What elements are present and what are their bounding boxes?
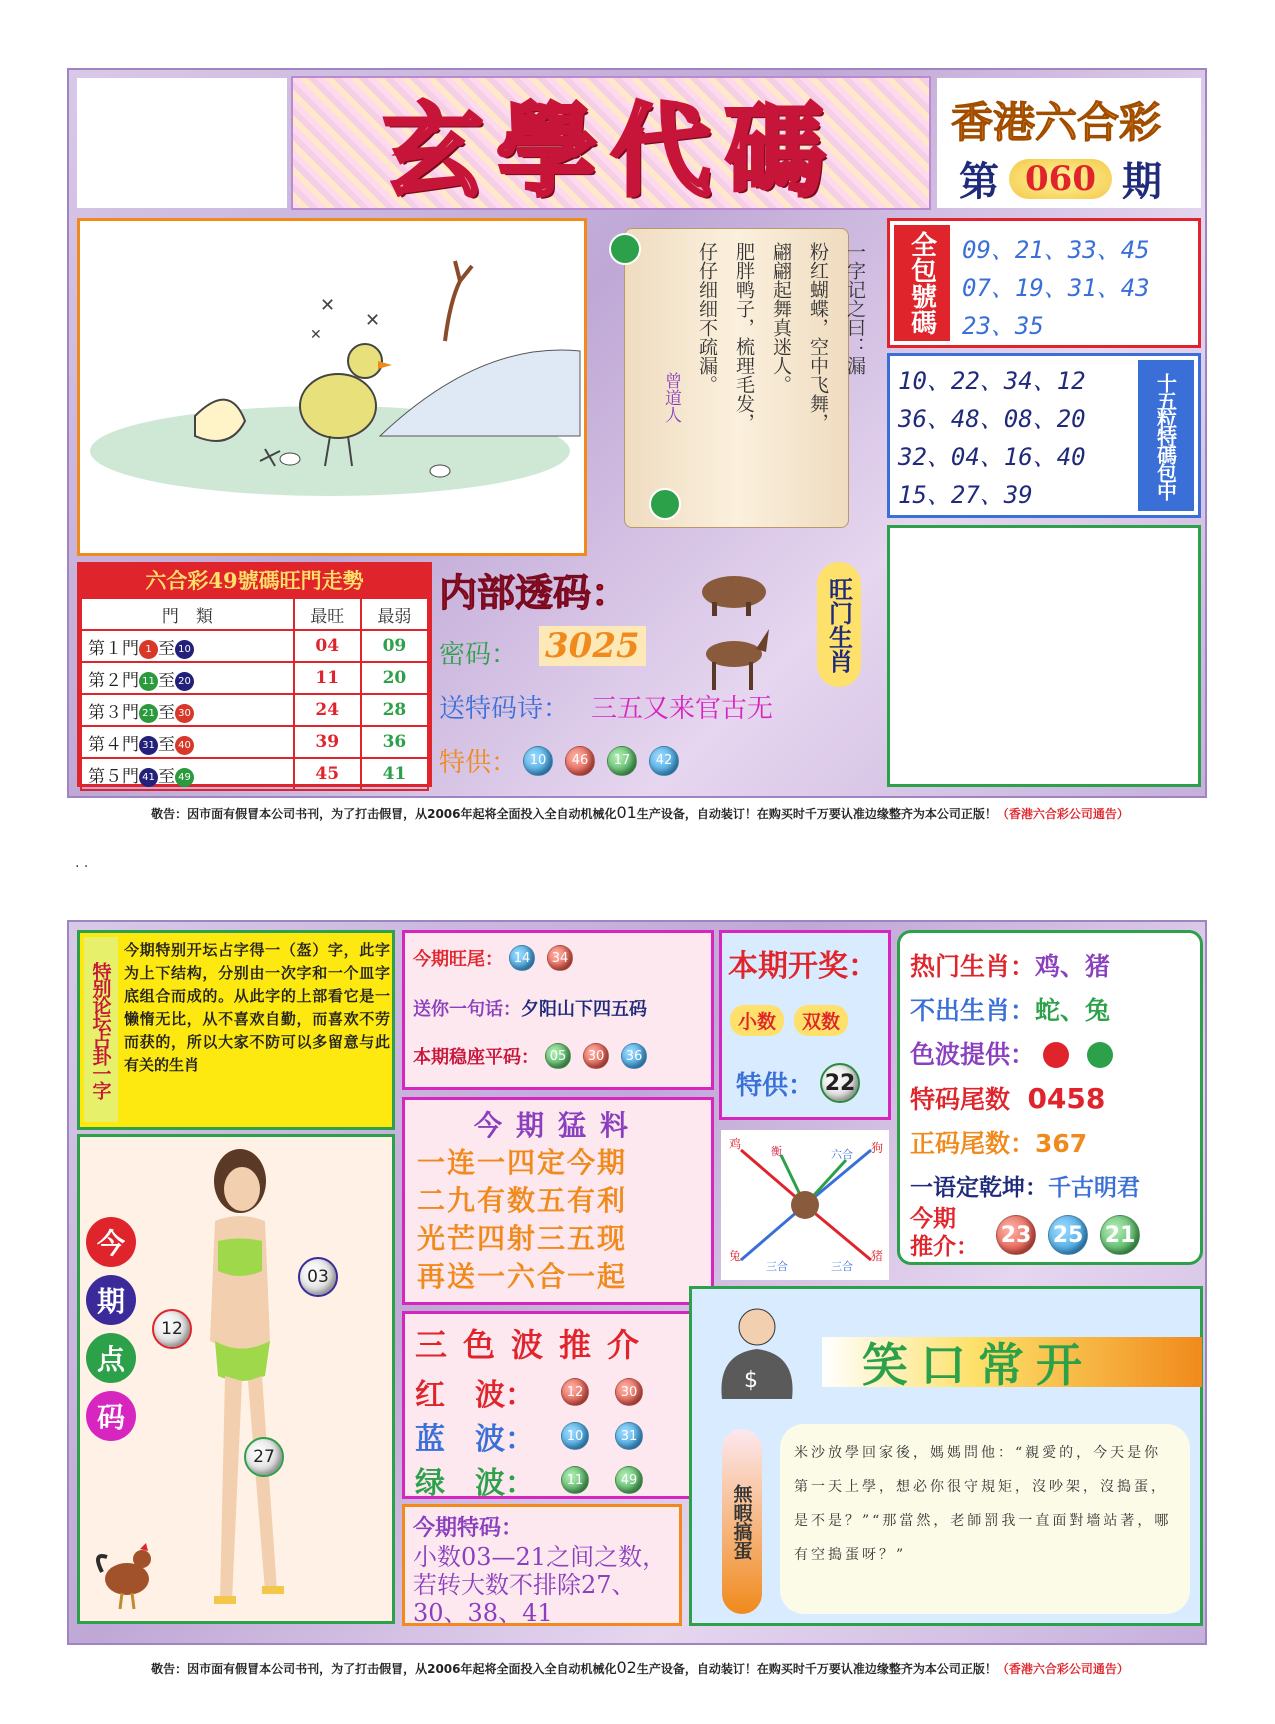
horse-icon: [694, 624, 774, 694]
draw-special-ball: 22: [820, 1063, 860, 1103]
svg-text:六合: 六合: [831, 1148, 853, 1161]
inside-code-title: 内部透码：: [439, 570, 630, 615]
model-ball: 03: [298, 1257, 338, 1297]
stable-ball: 36: [621, 1043, 647, 1069]
gate-header-best: 最旺: [294, 598, 361, 630]
wangwei-label: 今期旺尾：: [413, 949, 503, 970]
point-label-char: 码: [86, 1391, 136, 1441]
blue-wave-row: 蓝 波： 10 31: [415, 1414, 649, 1458]
green-wave-row: 绿 波： 11 49: [415, 1458, 649, 1502]
hot-zodiac-row: 热门生肖：鸡、猪: [910, 952, 1111, 981]
special-ball: 17: [607, 746, 637, 776]
gate-row: [81, 726, 428, 758]
poem-heading: 一字记之曰：漏: [844, 242, 866, 375]
green-wave-dot-icon: [1087, 1042, 1113, 1068]
three-color-title: 三色波推介: [415, 1326, 656, 1364]
special-ball: 10: [523, 746, 553, 776]
yiyu-value: 千古明君: [1048, 1175, 1140, 1201]
zheng-value: 367: [1035, 1129, 1088, 1158]
svg-text:猪: 猪: [871, 1249, 884, 1263]
gate-worst: 28: [361, 694, 428, 726]
gate-best: 39: [294, 726, 361, 758]
wang-label: 旺门生肖: [817, 562, 861, 687]
compass-diagram-icon: [721, 1130, 889, 1280]
meng-lines: [405, 1144, 711, 1296]
illustration-duck: [77, 218, 587, 556]
svg-text:鸡: 鸡: [729, 1137, 742, 1151]
inside-code-section: [439, 562, 879, 790]
point-label-char: 期: [86, 1275, 136, 1325]
gate-row: [81, 694, 428, 726]
hot-info-list: [910, 945, 1140, 1210]
red-wave-ball: 12: [561, 1378, 589, 1406]
notice-page-two: 敬告：因市面有假冒本公司书刊，为了打击假冒，从2006年起将全面投入全自动机械化02生产设备，自动装订！在购买时千万要认准边缘整齐为本公司正版！（香港六合彩公司通告）: [151, 1658, 1129, 1677]
recommend-ball: 23: [996, 1215, 1036, 1255]
issue-suffix: 期: [1121, 158, 1162, 205]
title-banner: [291, 76, 931, 210]
gate-worst: 09: [361, 630, 428, 662]
wangwei-ball: 34: [547, 945, 573, 971]
special-ball: 46: [565, 746, 595, 776]
gate-table-box: [77, 562, 432, 787]
blank-corner: [77, 78, 287, 208]
all-numbers-label: 全包號碼: [894, 225, 950, 341]
svg-text:三合: 三合: [766, 1260, 788, 1273]
tail-value: 0458: [1027, 1082, 1106, 1115]
secret-label: 密码：: [439, 640, 518, 670]
fifteen-numbers-box: [887, 353, 1201, 518]
stable-ball: 05: [545, 1043, 571, 1069]
stable-ball: 30: [583, 1043, 609, 1069]
zheng-row: 正码尾数：367: [910, 1129, 1088, 1158]
red-wave-ball: 30: [615, 1378, 643, 1406]
all-numbers-row: 07、19、31、43: [962, 274, 1150, 302]
gate-label: 第２門 11 至 20: [81, 662, 294, 694]
laugh-box: [689, 1286, 1203, 1626]
forum-text: 今期特别开坛占字得一（盔）字，此字为上下结构，分别由一次字和一个皿字底组合而成的。从此字的上部看它是一懒惰无比，从不喜欢自勤，而喜欢不劳而获的，所以大家不防可以多留意与此有关的生肖: [124, 941, 390, 1074]
gate-best: 24: [294, 694, 361, 726]
joke-text: 米沙放學回家後，媽媽問他：“親愛的，今天是你第一天上學，想必你很守規矩，沒吵架，沒搗蛋，是不是？”“那當然，老師罰我一直面對墻站著，哪有空搗蛋呀？”: [780, 1424, 1190, 1614]
all-numbers-row: 09、21、33、45: [962, 236, 1150, 264]
poem-line-3: 肥胖鸭子，梳理毛发，: [733, 242, 755, 432]
gate-table: [80, 597, 429, 791]
green-wave-ball: 49: [615, 1466, 643, 1494]
poem-signature: 曾道人: [661, 372, 681, 423]
all-numbers-row: 23、35: [962, 312, 1044, 340]
svg-text:✕: ✕: [320, 295, 336, 316]
meng-line: 光芒四射三五现: [417, 1222, 628, 1255]
secret-code: 3025: [539, 626, 646, 666]
poem-columns: [659, 242, 869, 512]
forum-label: 特别论坛占卦一字: [84, 937, 118, 1122]
poem-code-label: 送特码诗：: [439, 694, 570, 724]
gate-row: [81, 662, 428, 694]
meng-line: 再送一六合一起: [417, 1260, 628, 1293]
meng-line: 一连一四定今期: [417, 1146, 628, 1179]
poem-line-1: 粉红蝴蝶，空中飞舞，: [807, 242, 829, 432]
recommend-ball: 25: [1048, 1215, 1088, 1255]
gate-label: 第４門 31 至 40: [81, 726, 294, 758]
gate-label: 第３門 21 至 30: [81, 694, 294, 726]
special-ball: 42: [649, 746, 679, 776]
gate-header-worst: 最弱: [361, 598, 428, 630]
stable-label: 本期稳座平码：: [413, 1047, 539, 1068]
fifteen-numbers-row: 36、48、08、20: [898, 405, 1086, 433]
red-wave-row: 红 波： 12 30: [415, 1370, 649, 1414]
blue-wave-ball: 31: [615, 1422, 643, 1450]
model-box: [77, 1134, 395, 1624]
sentence-label: 送你一句话：: [413, 999, 521, 1020]
draw-special-row: [736, 1063, 866, 1103]
draw-special-label: 特供：: [736, 1070, 815, 1101]
poem-line-4: 仔仔细细不疏漏。: [696, 242, 718, 394]
gate-worst: 41: [361, 758, 428, 790]
draw-box: [719, 930, 891, 1120]
tema-text: 小数03—21之间之数，若转大数不排除27、30、38、41: [413, 1543, 667, 1627]
svg-text:✕: ✕: [310, 327, 322, 343]
lottery-name: 香港六合彩: [951, 98, 1162, 147]
special-row: [439, 742, 685, 779]
page-two: [67, 920, 1207, 1645]
model-figure-icon: [170, 1141, 310, 1621]
three-color-box: [402, 1311, 714, 1499]
gate-label: 第５門 41 至 49: [81, 758, 294, 790]
svg-text:✕: ✕: [365, 310, 381, 331]
recommend-balls: [990, 1215, 1146, 1255]
color-row: 色波提供：: [910, 1033, 1140, 1077]
laugh-title: 笑口常开: [862, 1338, 1094, 1392]
cold-zodiac: 蛇、兔: [1035, 996, 1111, 1025]
point-label-char: 今: [86, 1217, 136, 1267]
gate-label: 第１門 1 至 10: [81, 630, 294, 662]
tema-title: 今期特码：: [413, 1515, 524, 1541]
draw-tags: [730, 1005, 848, 1036]
compass-box: [721, 1130, 889, 1280]
poem-line-2: 翩翩起舞真迷人。: [770, 242, 792, 394]
notice-page-one: 敬告：因市面有假冒本公司书刊，为了打击假冒，从2006年起将全面投入全自动机械化01生产设备，自动装订！在购买时千万要认准边缘整齐为本公司正版！（香港六合彩公司通告）: [151, 803, 1129, 822]
separator-dots: . .: [75, 855, 89, 871]
gate-header-type: 門 類: [81, 598, 294, 630]
point-label-char: 点: [86, 1333, 136, 1383]
meng-line: 二九有数五有利: [417, 1184, 628, 1217]
recommend-ball: 21: [1100, 1215, 1140, 1255]
fifteen-numbers-row: 32、04、16、40: [898, 443, 1086, 471]
blue-wave-ball: 10: [561, 1422, 589, 1450]
svg-text:狗: 狗: [871, 1141, 884, 1155]
gate-table-title: 六合彩49號碼旺門走勢: [80, 565, 429, 597]
joke-label: 無暇搞蛋: [722, 1429, 762, 1614]
wangwei-row: [413, 945, 579, 971]
red-wave-dot-icon: [1043, 1042, 1069, 1068]
page-title: 玄學代碼: [383, 92, 839, 210]
gate-best: 04: [294, 630, 361, 662]
gate-row: [81, 758, 428, 790]
fifteen-numbers-row: 10、22、34、12: [898, 367, 1086, 395]
pig-icon: [694, 562, 774, 622]
draw-tag: 双数: [794, 1005, 848, 1036]
meng-title: 今期猛料: [473, 1109, 642, 1142]
draw-title: 本期开奖：: [728, 949, 878, 984]
model-ball: 27: [244, 1437, 284, 1477]
sentence-text: 夕阳山下四五码: [521, 999, 647, 1020]
gate-worst: 20: [361, 662, 428, 694]
gate-best: 45: [294, 758, 361, 790]
all-numbers-list: [962, 231, 1150, 345]
cold-zodiac-row: 不出生肖：蛇、兔: [910, 996, 1111, 1025]
svg-text:$: $: [744, 1368, 758, 1393]
empty-green-box: [887, 525, 1201, 787]
svg-text:三合: 三合: [831, 1260, 853, 1273]
green-wave-ball: 11: [561, 1466, 589, 1494]
issue-line: [959, 150, 1162, 207]
forum-box: [77, 930, 395, 1130]
page-one: [67, 68, 1207, 798]
recommend-label: 今期 推介：: [910, 1206, 979, 1260]
issue-box: [937, 78, 1201, 208]
meng-box: [402, 1097, 714, 1305]
tips-box: [402, 930, 714, 1090]
tema-box: [402, 1504, 682, 1626]
yiyu-row: 一语定乾坤：千古明君: [910, 1175, 1140, 1201]
stable-row: [413, 1043, 653, 1069]
issue-number: 060: [1009, 159, 1112, 199]
gate-best: 11: [294, 662, 361, 694]
hot-info-box: [897, 930, 1203, 1265]
gate-row: [81, 630, 428, 662]
all-numbers-box: [887, 218, 1201, 348]
sentence-row: [413, 995, 647, 1021]
draw-tag: 小数: [730, 1005, 784, 1036]
wangwei-ball: 14: [509, 945, 535, 971]
poem-scroll: [599, 218, 879, 553]
duck-illustration-icon: [80, 221, 584, 553]
special-label: 特供：: [439, 748, 518, 778]
fifteen-numbers-label: 十五粒特碼包中: [1138, 360, 1194, 511]
issue-prefix: 第: [959, 158, 999, 205]
point-label-stack: [86, 1217, 136, 1441]
gate-worst: 36: [361, 726, 428, 758]
rooster-icon: [92, 1537, 162, 1612]
fifteen-numbers-row: 15、27、39: [898, 481, 1033, 509]
money-bag-icon: [712, 1299, 802, 1409]
hot-zodiac: 鸡、猪: [1035, 952, 1111, 981]
fifteen-numbers-list: [898, 362, 1086, 514]
svg-text:兔: 兔: [729, 1249, 742, 1263]
tail-row: 特码尾数 0458: [910, 1082, 1106, 1115]
model-ball: 12: [152, 1309, 192, 1349]
poem-code-text: 三五又来官古无: [591, 694, 774, 724]
svg-text:衡: 衡: [771, 1145, 782, 1158]
